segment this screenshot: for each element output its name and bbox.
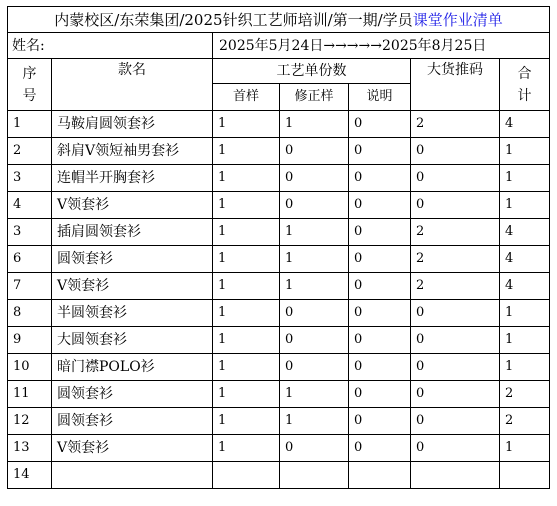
- header-seq: [8, 59, 52, 111]
- cell-notes[interactable]: 0: [349, 354, 411, 381]
- cell-bulk-grading[interactable]: 2: [411, 246, 500, 273]
- cell-bulk-grading[interactable]: 0: [411, 354, 500, 381]
- assignment-table: [7, 6, 550, 489]
- cell-bulk-grading[interactable]: 0: [411, 435, 500, 462]
- cell-seq[interactable]: 4: [8, 192, 52, 219]
- cell-notes[interactable]: 0: [349, 381, 411, 408]
- cell-notes[interactable]: 0: [349, 138, 411, 165]
- cell-style-name[interactable]: 圆领套衫: [52, 408, 213, 435]
- cell-seq[interactable]: 6: [8, 246, 52, 273]
- cell-seq[interactable]: 12: [8, 408, 52, 435]
- cell-total[interactable]: 1: [500, 435, 550, 462]
- header-style-name: 款名: [52, 59, 213, 111]
- table-row: [8, 273, 550, 300]
- header-bulk-grading: 大货推码: [411, 59, 500, 111]
- cell-revised-sample[interactable]: 1: [280, 381, 349, 408]
- cell-first-sample[interactable]: 1: [213, 111, 280, 138]
- cell-notes[interactable]: 0: [349, 273, 411, 300]
- cell-first-sample[interactable]: 1: [213, 219, 280, 246]
- cell-total[interactable]: 1: [500, 327, 550, 354]
- cell-notes[interactable]: 0: [349, 408, 411, 435]
- table-row: [8, 138, 550, 165]
- cell-style-name[interactable]: 圆领套衫: [52, 246, 213, 273]
- cell-total[interactable]: 4: [500, 219, 550, 246]
- cell-revised-sample[interactable]: 1: [280, 246, 349, 273]
- cell-style-name[interactable]: 连帽半开胸套衫: [52, 165, 213, 192]
- cell-seq[interactable]: 3: [8, 165, 52, 192]
- header-total: [500, 59, 550, 111]
- cell-style-name[interactable]: 圆领套衫: [52, 381, 213, 408]
- cell-total[interactable]: 1: [500, 192, 550, 219]
- info-row: [8, 33, 550, 59]
- cell-bulk-grading[interactable]: 0: [411, 138, 500, 165]
- cell-notes[interactable]: 0: [349, 219, 411, 246]
- table-row: [8, 111, 550, 138]
- cell-seq[interactable]: 10: [8, 354, 52, 381]
- cell-notes[interactable]: 0: [349, 165, 411, 192]
- cell-revised-sample[interactable]: 0: [280, 192, 349, 219]
- cell-revised-sample[interactable]: 0: [280, 327, 349, 354]
- cell-bulk-grading[interactable]: 2: [411, 111, 500, 138]
- cell-first-sample[interactable]: 1: [213, 246, 280, 273]
- header-seq-top: 序: [22, 65, 37, 82]
- cell-seq[interactable]: 13: [8, 435, 52, 462]
- cell-revised-sample[interactable]: 0: [280, 435, 349, 462]
- cell-bulk-grading[interactable]: 2: [411, 273, 500, 300]
- header-notes: 说明: [349, 84, 411, 111]
- sheet-title: [8, 7, 550, 33]
- cell-first-sample[interactable]: 1: [213, 192, 280, 219]
- cell-notes[interactable]: 0: [349, 111, 411, 138]
- cell-notes[interactable]: 0: [349, 246, 411, 273]
- cell-bulk-grading[interactable]: 0: [411, 192, 500, 219]
- cell-style-name[interactable]: 马鞍肩圆领套衫: [52, 111, 213, 138]
- cell-notes[interactable]: [349, 462, 411, 489]
- cell-notes[interactable]: 0: [349, 192, 411, 219]
- cell-revised-sample[interactable]: 1: [280, 111, 349, 138]
- cell-seq[interactable]: 11: [8, 381, 52, 408]
- table-row: [8, 381, 550, 408]
- cell-total[interactable]: 2: [500, 408, 550, 435]
- cell-first-sample[interactable]: 1: [213, 138, 280, 165]
- cell-seq[interactable]: 9: [8, 327, 52, 354]
- cell-total[interactable]: 1: [500, 165, 550, 192]
- cell-style-name[interactable]: 插肩圆领套衫: [52, 219, 213, 246]
- table-row: [8, 408, 550, 435]
- cell-first-sample[interactable]: 1: [213, 381, 280, 408]
- cell-seq[interactable]: 8: [8, 300, 52, 327]
- title-accent: 课堂作业清单: [412, 10, 503, 29]
- cell-first-sample[interactable]: 1: [213, 165, 280, 192]
- cell-total[interactable]: 4: [500, 246, 550, 273]
- cell-first-sample[interactable]: 1: [213, 354, 280, 381]
- name-field-label[interactable]: 姓名:: [8, 33, 213, 59]
- cell-bulk-grading[interactable]: 0: [411, 408, 500, 435]
- header-total-top: 合: [517, 65, 532, 82]
- cell-style-name[interactable]: 大圆领套衫: [52, 327, 213, 354]
- cell-revised-sample[interactable]: 1: [280, 408, 349, 435]
- cell-bulk-grading[interactable]: 0: [411, 327, 500, 354]
- cell-style-name[interactable]: V领套衫: [52, 273, 213, 300]
- date-range: 2025年5月24日→→→→→2025年8月25日: [213, 33, 550, 59]
- cell-seq[interactable]: 1: [8, 111, 52, 138]
- cell-style-name[interactable]: 斜肩V领短袖男套衫: [52, 138, 213, 165]
- cell-bulk-grading[interactable]: 2: [411, 219, 500, 246]
- cell-bulk-grading[interactable]: 0: [411, 165, 500, 192]
- table-row: [8, 165, 550, 192]
- cell-bulk-grading[interactable]: 0: [411, 300, 500, 327]
- header-process-count: 工艺单份数: [213, 59, 411, 84]
- cell-revised-sample[interactable]: 0: [280, 165, 349, 192]
- cell-notes[interactable]: 0: [349, 327, 411, 354]
- table-row: [8, 192, 550, 219]
- cell-first-sample[interactable]: 1: [213, 408, 280, 435]
- header-total-bottom: 计: [517, 87, 532, 104]
- cell-revised-sample[interactable]: 0: [280, 138, 349, 165]
- table-row: [8, 300, 550, 327]
- title-row: [8, 7, 550, 33]
- header-row-1: [8, 59, 550, 84]
- cell-total[interactable]: 1: [500, 300, 550, 327]
- cell-seq[interactable]: 2: [8, 138, 52, 165]
- cell-revised-sample[interactable]: 0: [280, 300, 349, 327]
- cell-total[interactable]: [500, 462, 550, 489]
- cell-first-sample[interactable]: 1: [213, 300, 280, 327]
- cell-first-sample[interactable]: [213, 462, 280, 489]
- table-row: [8, 435, 550, 462]
- cell-bulk-grading[interactable]: [411, 462, 500, 489]
- cell-revised-sample[interactable]: [280, 462, 349, 489]
- title-prefix: 内蒙校区/东荣集团/2025针织工艺师培训/第一期/学员: [54, 10, 413, 29]
- header-first-sample: 首样: [213, 84, 280, 111]
- cell-style-name[interactable]: 暗门襟POLO衫: [52, 354, 213, 381]
- cell-seq[interactable]: 3: [8, 219, 52, 246]
- cell-revised-sample[interactable]: 0: [280, 354, 349, 381]
- header-revised-sample: 修正样: [280, 84, 349, 111]
- table-row: [8, 462, 550, 489]
- assignment-sheet: [7, 6, 549, 498]
- cell-first-sample[interactable]: 1: [213, 327, 280, 354]
- cell-style-name[interactable]: [52, 462, 213, 489]
- cell-seq[interactable]: 14: [8, 462, 52, 489]
- cell-revised-sample[interactable]: 1: [280, 219, 349, 246]
- cell-style-name[interactable]: V领套衫: [52, 192, 213, 219]
- cell-first-sample[interactable]: 1: [213, 273, 280, 300]
- cell-total[interactable]: 4: [500, 273, 550, 300]
- cell-total[interactable]: 4: [500, 111, 550, 138]
- cell-bulk-grading[interactable]: 0: [411, 381, 500, 408]
- table-row: [8, 246, 550, 273]
- cell-notes[interactable]: 0: [349, 435, 411, 462]
- header-seq-bottom: 号: [22, 87, 37, 104]
- cell-total[interactable]: 1: [500, 138, 550, 165]
- cell-first-sample[interactable]: 1: [213, 435, 280, 462]
- table-row: [8, 327, 550, 354]
- table-row: [8, 354, 550, 381]
- table-row: [8, 219, 550, 246]
- cell-seq[interactable]: 7: [8, 273, 52, 300]
- cell-style-name[interactable]: V领套衫: [52, 435, 213, 462]
- cell-revised-sample[interactable]: 1: [280, 273, 349, 300]
- cell-total[interactable]: 2: [500, 381, 550, 408]
- cell-total[interactable]: 1: [500, 354, 550, 381]
- cell-notes[interactable]: 0: [349, 300, 411, 327]
- cell-style-name[interactable]: 半圆领套衫: [52, 300, 213, 327]
